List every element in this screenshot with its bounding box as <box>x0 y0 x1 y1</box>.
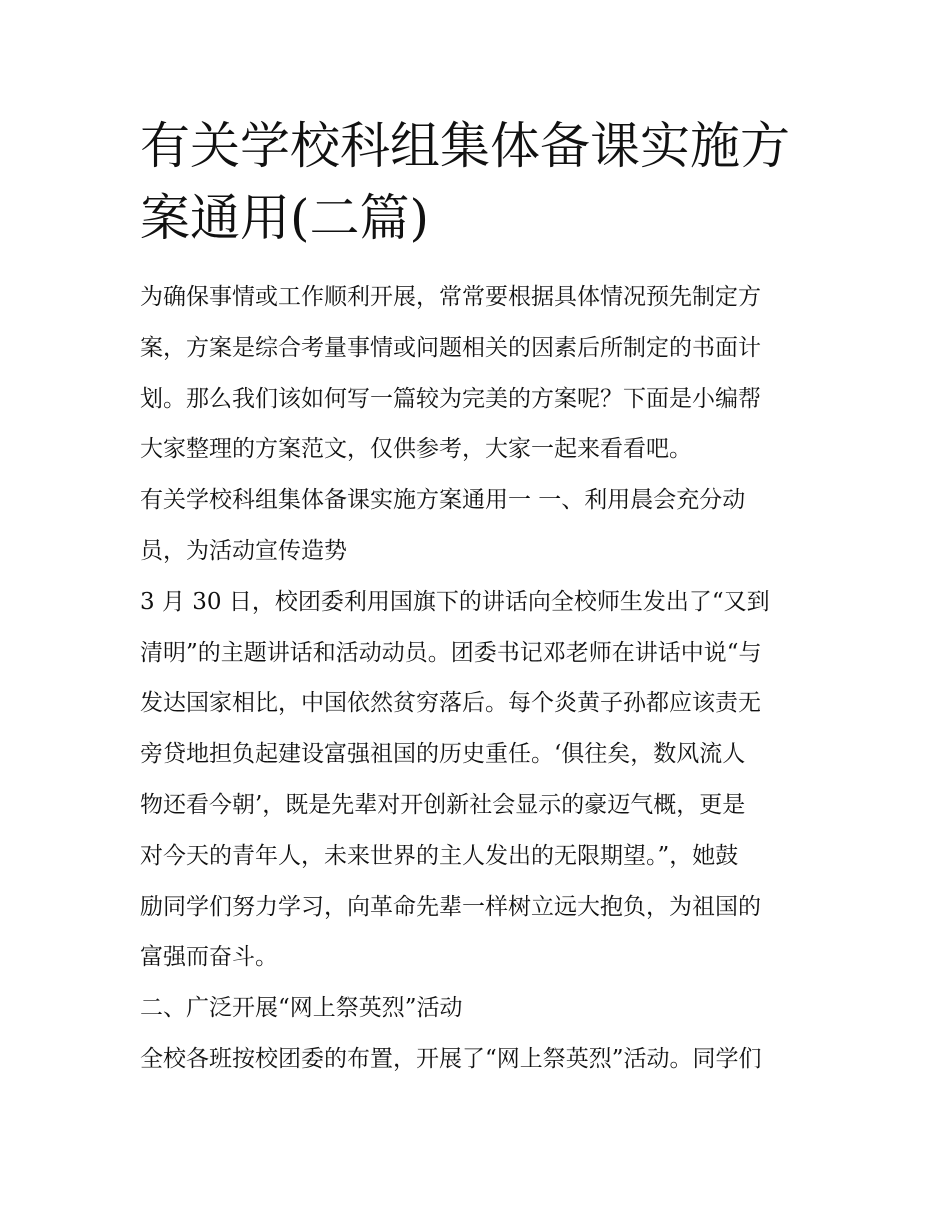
text-line: 有关学校科组集体备课实施方案通用一 一、利用晨会充分动 <box>140 487 746 514</box>
text-line: 员，为活动宣传造势 <box>140 537 347 564</box>
document-body <box>140 272 820 1085</box>
text-line: 清明”的主题讲话和活动动员。团委书记邓老师在讲话中说“与 <box>140 639 762 666</box>
document-title <box>140 110 820 254</box>
text-line: 二、广泛开展“网上祭英烈”活动 <box>140 995 463 1022</box>
text-line: 大家整理的方案范文，仅供参考，大家一起来看看吧。 <box>140 436 692 463</box>
body-paragraph <box>140 1034 820 1085</box>
title-line: 有关学校科组集体备课实施方 <box>140 117 790 175</box>
text-line: 对今天的青年人，未来世界的主人发出的无限期望。”，她鼓 <box>140 842 739 869</box>
text-line: 旁贷地担负起建设富强祖国的历史重任。‘俱往矣，数风流人 <box>140 741 746 768</box>
text-line: 物还看今朝’，既是先辈对开创新社会显示的豪迈气概，更是 <box>140 791 746 818</box>
title-line: 案通用(二篇) <box>140 189 430 247</box>
intro-paragraph <box>140 272 820 475</box>
section-heading-paragraph <box>140 475 820 577</box>
text-line: 划。那么我们该如何写一篇较为完美的方案呢？下面是小编帮 <box>140 385 761 412</box>
text-line: 发达国家相比，中国依然贫穷落后。每个炎黄子孙都应该责无 <box>140 690 761 717</box>
text-line: 为确保事情或工作顺利开展，常常要根据具体情况预先制定方 <box>140 284 761 310</box>
text-line: 全校各班按校团委的布置，开展了“网上祭英烈”活动。同学们 <box>140 1045 762 1072</box>
text-line: 案，方案是综合考量事情或问题相关的因素后所制定的书面计 <box>140 334 761 361</box>
section-heading-paragraph <box>140 983 820 1034</box>
text-line: 富强而奋斗。 <box>140 944 278 971</box>
text-line: 励同学们努力学习，向革命先辈一样树立远大抱负，为祖国的 <box>140 893 761 920</box>
document-page <box>140 110 820 1085</box>
text-line: 3 月 30 日，校团委利用国旗下的讲话向全校师生发出了“又到 <box>140 588 770 615</box>
body-paragraph <box>140 577 820 983</box>
